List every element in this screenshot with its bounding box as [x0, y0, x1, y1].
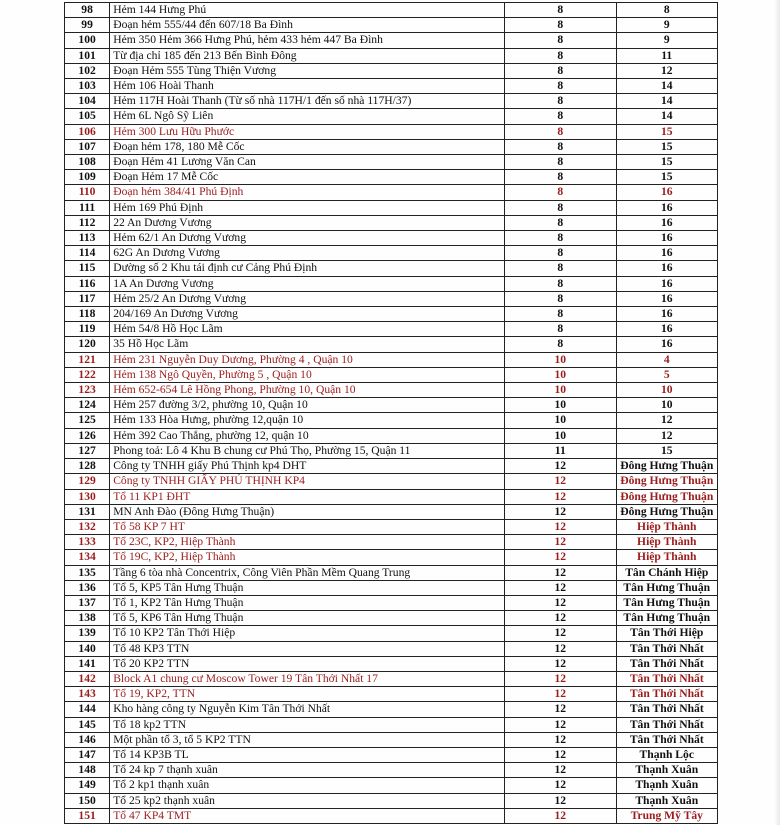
ward-cell: 5 — [616, 367, 717, 382]
district-cell: 12 — [505, 747, 617, 762]
address-cell: 1A An Dương Vương — [110, 276, 505, 291]
table-row — [65, 276, 718, 291]
ward-cell: 15 — [616, 124, 717, 139]
row-number-cell: 135 — [65, 565, 110, 580]
address-cell: Tổ 24 kp 7 thạnh xuân — [110, 763, 505, 778]
table-row — [65, 3, 718, 18]
row-number-cell: 146 — [65, 732, 110, 747]
ward-cell: 12 — [616, 428, 717, 443]
table-row — [65, 139, 718, 154]
ward-cell: 16 — [616, 246, 717, 261]
address-cell: Hẻm 25/2 An Dương Vương — [110, 291, 505, 306]
ward-cell: 15 — [616, 170, 717, 185]
ward-cell: Tân Thới Nhất — [616, 717, 717, 732]
row-number-cell: 111 — [65, 200, 110, 215]
table-row — [65, 717, 718, 732]
table-row — [65, 63, 718, 78]
row-number-cell: 106 — [65, 124, 110, 139]
district-cell: 8 — [505, 155, 617, 170]
ward-cell: Tân Thới Nhất — [616, 641, 717, 656]
address-cell: Hẻm 257 đường 3/2, phường 10, Quận 10 — [110, 398, 505, 413]
address-cell: Tổ 14 KP3B TL — [110, 747, 505, 762]
ward-cell: Tân Thới Nhất — [616, 732, 717, 747]
row-number-cell: 110 — [65, 185, 110, 200]
ward-cell: 8 — [616, 3, 717, 18]
district-cell: 8 — [505, 246, 617, 261]
row-number-cell: 150 — [65, 793, 110, 808]
district-cell: 12 — [505, 580, 617, 595]
ward-cell: Thạnh Xuân — [616, 763, 717, 778]
table-row — [65, 702, 718, 717]
table-row — [65, 48, 718, 63]
district-cell: 8 — [505, 200, 617, 215]
row-number-cell: 145 — [65, 717, 110, 732]
ward-cell: 16 — [616, 307, 717, 322]
row-number-cell: 112 — [65, 215, 110, 230]
table-row — [65, 18, 718, 33]
ward-cell: Tân Hưng Thuận — [616, 580, 717, 595]
row-number-cell: 143 — [65, 687, 110, 702]
row-number-cell: 109 — [65, 170, 110, 185]
table-row — [65, 322, 718, 337]
row-number-cell: 141 — [65, 656, 110, 671]
district-cell: 12 — [505, 778, 617, 793]
district-cell: 12 — [505, 641, 617, 656]
table-row — [65, 580, 718, 595]
district-cell: 8 — [505, 109, 617, 124]
ward-cell: 16 — [616, 215, 717, 230]
address-cell: Tổ 25 kp2 thạnh xuân — [110, 793, 505, 808]
row-number-cell: 130 — [65, 489, 110, 504]
row-number-cell: 142 — [65, 671, 110, 686]
address-table — [64, 2, 718, 824]
table-row — [65, 367, 718, 382]
table-row — [65, 687, 718, 702]
ward-cell: 16 — [616, 291, 717, 306]
row-number-cell: 128 — [65, 459, 110, 474]
ward-cell: Đông Hưng Thuận — [616, 489, 717, 504]
ward-cell: 10 — [616, 398, 717, 413]
ward-cell: 16 — [616, 322, 717, 337]
row-number-cell: 116 — [65, 276, 110, 291]
address-cell: Hẻm 54/8 Hồ Học Lãm — [110, 322, 505, 337]
table-row — [65, 246, 718, 261]
row-number-cell: 138 — [65, 611, 110, 626]
address-cell: Đoạn Hẻm 17 Mễ Cốc — [110, 170, 505, 185]
table-row — [65, 489, 718, 504]
district-cell: 8 — [505, 139, 617, 154]
ward-cell: Hiệp Thành — [616, 550, 717, 565]
address-cell: Block A1 chung cư Moscow Tower 19 Tân Thới Nhất 17 — [110, 671, 505, 686]
address-cell: Từ địa chỉ 185 đến 213 Bến Bình Đông — [110, 48, 505, 63]
district-cell: 8 — [505, 3, 617, 18]
ward-cell: 9 — [616, 33, 717, 48]
table-row — [65, 474, 718, 489]
ward-cell: 12 — [616, 63, 717, 78]
district-cell: 10 — [505, 367, 617, 382]
district-cell: 8 — [505, 18, 617, 33]
table-row — [65, 808, 718, 823]
district-cell: 12 — [505, 717, 617, 732]
row-number-cell: 124 — [65, 398, 110, 413]
table-row — [65, 79, 718, 94]
row-number-cell: 132 — [65, 519, 110, 534]
district-cell: 8 — [505, 94, 617, 109]
table-row — [65, 443, 718, 458]
table-row — [65, 231, 718, 246]
table-row — [65, 641, 718, 656]
ward-cell: 14 — [616, 109, 717, 124]
address-cell: Kho hàng công ty Nguyễn Kim Tân Thới Nhất — [110, 702, 505, 717]
row-number-cell: 115 — [65, 261, 110, 276]
ward-cell: 14 — [616, 79, 717, 94]
address-cell: Hẻm 133 Hòa Hưng, phường 12,quận 10 — [110, 413, 505, 428]
district-cell: 10 — [505, 352, 617, 367]
district-cell: 8 — [505, 231, 617, 246]
district-cell: 8 — [505, 79, 617, 94]
address-cell: Đoạn hẻm 178, 180 Mễ Cốc — [110, 139, 505, 154]
ward-cell: Đông Hưng Thuận — [616, 504, 717, 519]
table-row — [65, 398, 718, 413]
row-number-cell: 104 — [65, 94, 110, 109]
address-cell: Dường số 2 Khu tái định cư Cảng Phú Định — [110, 261, 505, 276]
ward-cell: 11 — [616, 48, 717, 63]
ward-cell: Trung Mỹ Tây — [616, 808, 717, 823]
row-number-cell: 126 — [65, 428, 110, 443]
table-row — [65, 307, 718, 322]
table-row — [65, 337, 718, 352]
district-cell: 11 — [505, 443, 617, 458]
address-cell: Tổ 20 KP2 TTN — [110, 656, 505, 671]
table-row — [65, 33, 718, 48]
district-cell: 12 — [505, 565, 617, 580]
row-number-cell: 144 — [65, 702, 110, 717]
district-cell: 10 — [505, 428, 617, 443]
ward-cell: 9 — [616, 18, 717, 33]
ward-cell: Tân Hưng Thuận — [616, 595, 717, 610]
ward-cell: 16 — [616, 261, 717, 276]
table-row — [65, 291, 718, 306]
ward-cell: Tân Thới Hiệp — [616, 626, 717, 641]
district-cell: 12 — [505, 550, 617, 565]
ward-cell: 16 — [616, 337, 717, 352]
address-cell: Đoạn Hẻm 41 Lương Văn Can — [110, 155, 505, 170]
row-number-cell: 125 — [65, 413, 110, 428]
address-cell: Hẻm 106 Hoài Thanh — [110, 79, 505, 94]
address-cell: Đoạn hẻm 384/41 Phú Định — [110, 185, 505, 200]
row-number-cell: 136 — [65, 580, 110, 595]
table-row — [65, 565, 718, 580]
table-row — [65, 778, 718, 793]
address-cell: 62G An Dương Vương — [110, 246, 505, 261]
district-cell: 8 — [505, 170, 617, 185]
row-number-cell: 134 — [65, 550, 110, 565]
address-cell: Tổ 19, KP2, TTN — [110, 687, 505, 702]
district-cell: 8 — [505, 48, 617, 63]
table-row — [65, 215, 718, 230]
address-cell: Một phần tổ 3, tổ 5 KP2 TTN — [110, 732, 505, 747]
table-row — [65, 352, 718, 367]
table-row — [65, 611, 718, 626]
address-cell: Phong toả: Lô 4 Khu B chung cư Phú Thọ, Phường 15, Quận 11 — [110, 443, 505, 458]
table-row — [65, 200, 718, 215]
row-number-cell: 113 — [65, 231, 110, 246]
address-cell: Tổ 19C, KP2, Hiệp Thành — [110, 550, 505, 565]
address-cell: Tổ 5, KP6 Tân Hưng Thuận — [110, 611, 505, 626]
address-cell: Công ty TNHH giấy Phú Thịnh kp4 DHT — [110, 459, 505, 474]
ward-cell: Tân Thới Nhất — [616, 702, 717, 717]
table-row — [65, 170, 718, 185]
address-cell: Hẻm 652-654 Lê Hồng Phong, Phường 10, Quận 10 — [110, 383, 505, 398]
district-cell: 10 — [505, 383, 617, 398]
district-cell: 8 — [505, 261, 617, 276]
district-cell: 12 — [505, 611, 617, 626]
row-number-cell: 103 — [65, 79, 110, 94]
district-cell: 12 — [505, 626, 617, 641]
address-cell: Tổ 23C, KP2, Hiệp Thành — [110, 535, 505, 550]
row-number-cell: 101 — [65, 48, 110, 63]
table-row — [65, 185, 718, 200]
table-row — [65, 763, 718, 778]
district-cell: 8 — [505, 322, 617, 337]
district-cell: 12 — [505, 535, 617, 550]
row-number-cell: 151 — [65, 808, 110, 823]
ward-cell: 16 — [616, 231, 717, 246]
table-row — [65, 671, 718, 686]
district-cell: 12 — [505, 519, 617, 534]
address-cell: Tổ 10 KP2 Tân Thới Hiệp — [110, 626, 505, 641]
district-cell: 8 — [505, 337, 617, 352]
address-cell: 35 Hồ Học Lãm — [110, 337, 505, 352]
district-cell: 12 — [505, 504, 617, 519]
table-row — [65, 793, 718, 808]
district-cell: 12 — [505, 763, 617, 778]
table-row — [65, 656, 718, 671]
address-cell: Tổ 58 KP 7 HT — [110, 519, 505, 534]
district-cell: 12 — [505, 489, 617, 504]
row-number-cell: 102 — [65, 63, 110, 78]
district-cell: 8 — [505, 63, 617, 78]
row-number-cell: 149 — [65, 778, 110, 793]
ward-cell: Thạnh Xuân — [616, 793, 717, 808]
table-row — [65, 413, 718, 428]
table-row — [65, 383, 718, 398]
ward-cell: Tân Thới Nhất — [616, 656, 717, 671]
address-cell: Hẻm 138 Ngô Quyền, Phường 5 , Quận 10 — [110, 367, 505, 382]
district-cell: 8 — [505, 291, 617, 306]
address-cell: Tổ 5, KP5 Tân Hưng Thuận — [110, 580, 505, 595]
ward-cell: 15 — [616, 443, 717, 458]
district-cell: 8 — [505, 215, 617, 230]
row-number-cell: 100 — [65, 33, 110, 48]
district-cell: 12 — [505, 702, 617, 717]
address-cell: Tầng 6 tòa nhà Concentrix, Công Viên Phần Mềm Quang Trung — [110, 565, 505, 580]
address-cell: Hẻm 6L Ngô Sỹ Liên — [110, 109, 505, 124]
address-cell: Hẻm 231 Nguyễn Duy Dương, Phường 4 , Quận 10 — [110, 352, 505, 367]
row-number-cell: 148 — [65, 763, 110, 778]
address-cell: 22 An Dương Vương — [110, 215, 505, 230]
ward-cell: 12 — [616, 413, 717, 428]
address-cell: Tổ 1, KP2 Tân Hưng Thuận — [110, 595, 505, 610]
ward-cell: 16 — [616, 276, 717, 291]
ward-cell: 16 — [616, 185, 717, 200]
district-cell: 12 — [505, 671, 617, 686]
district-cell: 12 — [505, 732, 617, 747]
ward-cell: 10 — [616, 383, 717, 398]
address-cell: Hẻm 350 Hẻm 366 Hưng Phú, hẻm 433 hẻm 447 Ba Đình — [110, 33, 505, 48]
address-cell: Hẻm 62/1 An Dương Vương — [110, 231, 505, 246]
table-row — [65, 94, 718, 109]
row-number-cell: 120 — [65, 337, 110, 352]
row-number-cell: 127 — [65, 443, 110, 458]
table-row — [65, 747, 718, 762]
table-row — [65, 550, 718, 565]
district-cell: 12 — [505, 595, 617, 610]
table-row — [65, 732, 718, 747]
address-cell: Tổ 18 kp2 TTN — [110, 717, 505, 732]
table-row — [65, 519, 718, 534]
ward-cell: 16 — [616, 200, 717, 215]
ward-cell: Hiệp Thành — [616, 535, 717, 550]
ward-cell: Hiệp Thành — [616, 519, 717, 534]
row-number-cell: 99 — [65, 18, 110, 33]
district-cell: 8 — [505, 307, 617, 322]
address-cell: Tổ 47 KP4 TMT — [110, 808, 505, 823]
ward-cell: Đông Hưng Thuận — [616, 474, 717, 489]
ward-cell: Tân Chánh Hiệp — [616, 565, 717, 580]
address-cell: Đoạn hẻm 555/44 đến 607/18 Ba Đình — [110, 18, 505, 33]
address-cell: Tổ 2 kp1 thạnh xuân — [110, 778, 505, 793]
district-cell: 12 — [505, 793, 617, 808]
ward-cell: 15 — [616, 155, 717, 170]
row-number-cell: 105 — [65, 109, 110, 124]
ward-cell: Đông Hưng Thuận — [616, 459, 717, 474]
address-cell: Hẻm 169 Phú Định — [110, 200, 505, 215]
ward-cell: Tân Thới Nhất — [616, 671, 717, 686]
district-cell: 10 — [505, 398, 617, 413]
table-row — [65, 595, 718, 610]
table-row — [65, 109, 718, 124]
district-cell: 12 — [505, 808, 617, 823]
district-cell: 12 — [505, 687, 617, 702]
row-number-cell: 122 — [65, 367, 110, 382]
row-number-cell: 108 — [65, 155, 110, 170]
ward-cell: Tân Thới Nhất — [616, 687, 717, 702]
table-row — [65, 261, 718, 276]
table-row — [65, 626, 718, 641]
address-cell: Tổ 48 KP3 TTN — [110, 641, 505, 656]
ward-cell: 15 — [616, 139, 717, 154]
row-number-cell: 117 — [65, 291, 110, 306]
row-number-cell: 133 — [65, 535, 110, 550]
district-cell: 8 — [505, 185, 617, 200]
page-edge-shadow — [774, 0, 780, 825]
ward-cell: Thạnh Xuân — [616, 778, 717, 793]
district-cell: 8 — [505, 276, 617, 291]
address-cell: Tổ 11 KP1 ĐHT — [110, 489, 505, 504]
row-number-cell: 140 — [65, 641, 110, 656]
address-cell: Đoạn Hẻm 555 Tùng Thiện Vương — [110, 63, 505, 78]
address-cell: Công ty TNHH GIẤY PHÚ THỊNH KP4 — [110, 474, 505, 489]
district-cell: 10 — [505, 413, 617, 428]
row-number-cell: 139 — [65, 626, 110, 641]
row-number-cell: 118 — [65, 307, 110, 322]
address-table-body — [65, 3, 718, 824]
row-number-cell: 114 — [65, 246, 110, 261]
row-number-cell: 147 — [65, 747, 110, 762]
district-cell: 8 — [505, 124, 617, 139]
row-number-cell: 129 — [65, 474, 110, 489]
row-number-cell: 119 — [65, 322, 110, 337]
address-cell: MN Anh Đào (Đông Hưng Thuận) — [110, 504, 505, 519]
district-cell: 8 — [505, 33, 617, 48]
address-cell: Hẻm 117H Hoài Thanh (Từ số nhà 117H/1 đến số nhà 117H/37) — [110, 94, 505, 109]
table-row — [65, 428, 718, 443]
ward-cell: Thạnh Lộc — [616, 747, 717, 762]
table-row — [65, 535, 718, 550]
table-row — [65, 124, 718, 139]
address-cell: 204/169 An Dương Vương — [110, 307, 505, 322]
address-cell: Hẻm 144 Hưng Phú — [110, 3, 505, 18]
ward-cell: 4 — [616, 352, 717, 367]
district-cell: 12 — [505, 474, 617, 489]
district-cell: 12 — [505, 459, 617, 474]
row-number-cell: 131 — [65, 504, 110, 519]
address-cell: Hẻm 392 Cao Thắng, phường 12, quận 10 — [110, 428, 505, 443]
row-number-cell: 98 — [65, 3, 110, 18]
row-number-cell: 123 — [65, 383, 110, 398]
ward-cell: Tân Hưng Thuận — [616, 611, 717, 626]
ward-cell: 14 — [616, 94, 717, 109]
table-row — [65, 459, 718, 474]
row-number-cell: 137 — [65, 595, 110, 610]
table-row — [65, 504, 718, 519]
district-cell: 12 — [505, 656, 617, 671]
row-number-cell: 121 — [65, 352, 110, 367]
address-cell: Hẻm 300 Lưu Hữu Phước — [110, 124, 505, 139]
table-row — [65, 155, 718, 170]
row-number-cell: 107 — [65, 139, 110, 154]
